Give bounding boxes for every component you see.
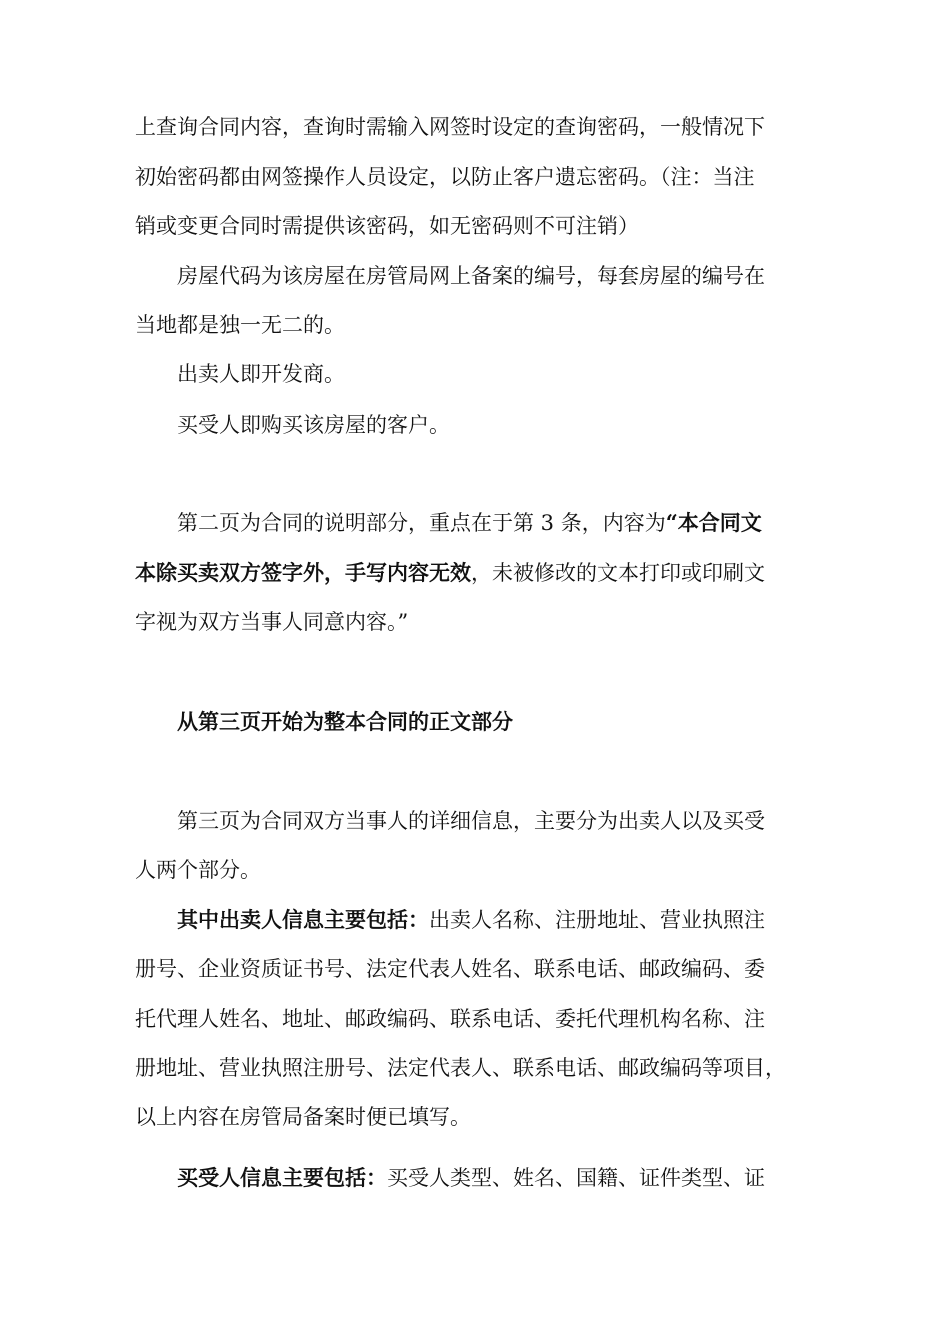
text-run: 第二页为合同的说明部分，重点在于第 3 条，内容为	[177, 511, 666, 535]
paragraph-line: 册号、企业资质证书号、法定代表人姓名、联系电话、邮政编码、委	[135, 957, 765, 981]
paragraph-line: 以上内容在房管局备案时便已填写。	[135, 1105, 471, 1129]
bold-lead-run: 买受人信息主要包括：	[177, 1165, 387, 1190]
bold-lead-run: 其中出卖人信息主要包括：	[177, 907, 429, 932]
text-run: 买受人类型、姓名、国籍、证件类型、证	[387, 1166, 765, 1190]
paragraph-line: 初始密码都由网签操作人员设定，以防止客户遗忘密码。（注：当注	[135, 165, 755, 189]
paragraph-line: 房屋代码为该房屋在房管局网上备案的编号，每套房屋的编号在	[177, 264, 765, 288]
paragraph-line: 上查询合同内容，查询时需输入网签时设定的查询密码，一般情况下	[135, 115, 765, 139]
paragraph-line: 字视为双方当事人同意内容。”	[135, 610, 409, 634]
paragraph-line: 买受人即购买该房屋的客户。	[177, 413, 450, 437]
paragraph-line: 第三页为合同双方当事人的详细信息，主要分为出卖人以及买受	[177, 809, 765, 833]
text-run: ，未被修改的文本打印或印刷文	[471, 561, 765, 585]
section-heading: 从第三页开始为整本合同的正文部分	[177, 709, 513, 734]
paragraph-line: 销或变更合同时需提供该密码，如无密码则不可注销）	[135, 214, 639, 238]
bold-quote-run: “本合同文	[665, 510, 762, 535]
paragraph-line	[177, 1163, 837, 1193]
paragraph-line	[135, 558, 835, 588]
paragraph-line: 册地址、营业执照注册号、法定代表人、联系电话、邮政编码等项目，	[135, 1056, 786, 1080]
paragraph-line	[177, 905, 837, 935]
paragraph-line	[177, 508, 837, 538]
bold-quote-run: 本除买卖双方签字外，手写内容无效	[135, 560, 471, 585]
paragraph-line: 托代理人姓名、地址、邮政编码、联系电话、委托代理机构名称、注	[135, 1007, 765, 1031]
paragraph-line: 当地都是独一无二的。	[135, 313, 345, 337]
paragraph-line: 人两个部分。	[135, 858, 261, 882]
text-run: 出卖人名称、注册地址、营业执照注	[429, 908, 765, 932]
paragraph-line: 出卖人即开发商。	[177, 362, 345, 386]
